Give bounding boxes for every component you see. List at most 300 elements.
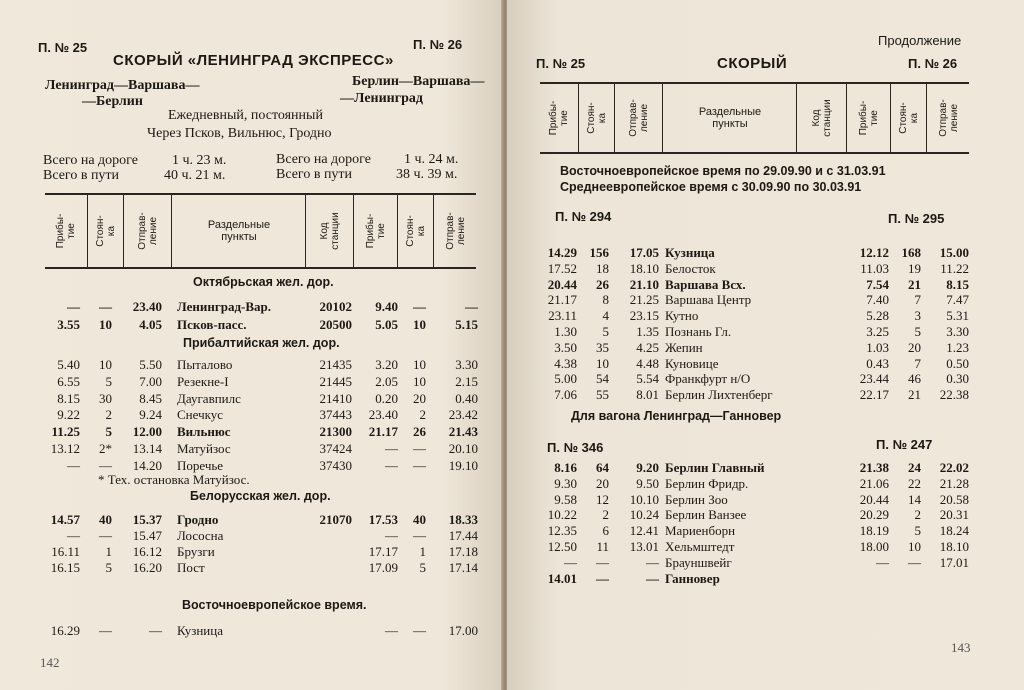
cell-station: Ганновер <box>665 570 720 586</box>
table-row <box>0 528 503 544</box>
cell-stop-back: — <box>413 623 426 638</box>
cell-station: Кузница <box>177 623 223 638</box>
cell-departure-back: 20.10 <box>448 441 478 456</box>
cell-stop-back: 20 <box>908 339 921 355</box>
page-143 <box>507 0 1024 690</box>
cell-arrival: — <box>564 554 577 570</box>
cell-station: Куновице <box>665 355 719 371</box>
cell-station: Псков-пасс. <box>177 317 247 332</box>
cell-stop: 10 <box>99 317 112 332</box>
cell-departure: 13.01 <box>629 539 659 554</box>
cell-departure-back: 2.15 <box>455 373 478 389</box>
cell-arrival-back: 20.44 <box>859 491 889 507</box>
table-row <box>507 277 1024 293</box>
cell-stop-back: 5 <box>419 560 426 575</box>
cell-stop: 1 <box>105 544 112 559</box>
cell-stop: 18 <box>596 260 609 276</box>
cell-departure: 9.24 <box>139 407 162 423</box>
cell-departure: 4.05 <box>139 317 162 332</box>
table-row <box>507 340 1024 356</box>
table-row <box>507 292 1024 308</box>
cell-arrival: 5.00 <box>554 371 577 387</box>
table-row <box>507 308 1024 324</box>
cell-stop-back: 14 <box>908 491 921 507</box>
cell-arrival-back: 3.25 <box>866 324 889 339</box>
cell-station: Снечкус <box>177 407 224 423</box>
cell-arrival-back: 1.03 <box>866 339 889 355</box>
cell-stop: 5 <box>105 373 112 389</box>
cell-departure-back: 18.33 <box>448 512 478 527</box>
cell-departure-back: 1.23 <box>946 339 969 355</box>
cell-departure-back: 18.10 <box>939 539 969 554</box>
cell-departure-back: 22.38 <box>939 387 969 403</box>
cell-arrival-back: — <box>385 457 398 473</box>
total-way-label-back: Всего в пути <box>276 167 353 182</box>
table-row <box>0 560 503 576</box>
cell-stop: — <box>596 554 609 570</box>
route-forward-2: —Берлин <box>82 94 143 109</box>
cell-stop-back: 5 <box>914 324 921 339</box>
cell-stop: 2* <box>99 441 112 456</box>
cell-arrival: 8.15 <box>57 390 80 406</box>
cell-departure-back: 11.22 <box>940 260 969 276</box>
cell-arrival-back: 21.06 <box>859 475 889 491</box>
cell-stop: 20 <box>596 475 609 491</box>
cell-stop: 40 <box>99 512 112 527</box>
cell-stop-back: 46 <box>908 371 921 387</box>
cell-stop: 4 <box>602 308 609 324</box>
cell-station: Лососна <box>177 528 224 543</box>
cell-arrival: 10.22 <box>547 507 577 523</box>
cell-departure-back: 21.43 <box>448 424 478 440</box>
wagon-note: Для вагона Ленинград—Ганновер <box>571 409 782 423</box>
cell-departure: 5.54 <box>636 371 659 387</box>
table-row <box>507 476 1024 492</box>
table-row <box>0 424 503 440</box>
total-road-label-fwd: Всего на дороге <box>43 153 138 168</box>
cell-station: Кутно <box>665 308 699 324</box>
cell-station: Поречье <box>177 457 224 473</box>
cell-arrival: — <box>67 299 80 314</box>
cell-departure-back: 22.02 <box>939 460 969 475</box>
cell-stop: 12 <box>596 491 609 507</box>
total-road-label-back: Всего на дороге <box>276 152 371 167</box>
cell-arrival: 14.57 <box>50 512 80 527</box>
header-arrival-back: Прибы- тие <box>858 100 880 136</box>
cell-departure: 23.15 <box>629 308 659 324</box>
cell-departure-back: — <box>465 299 478 314</box>
cell-departure-back: 5.15 <box>455 317 478 332</box>
header-arrival-back: Прибы- тие <box>365 213 387 249</box>
cell-stop-back: — <box>413 528 426 543</box>
table-row <box>507 523 1024 539</box>
cell-station-code: 20500 <box>319 317 352 332</box>
cell-departure-back: 19.10 <box>448 457 478 473</box>
table-row <box>0 512 503 528</box>
footnote: * Тех. остановка Матуйзос. <box>98 472 250 487</box>
cell-departure: 21.25 <box>629 292 659 308</box>
table-header <box>45 193 476 269</box>
total-road-value-back: 1 ч. 24 м. <box>404 152 459 167</box>
cell-arrival: 1.30 <box>554 324 577 339</box>
cell-station-code: 21070 <box>319 512 352 527</box>
table-row <box>507 571 1024 587</box>
table-row <box>507 555 1024 571</box>
cell-departure-back: 20.58 <box>939 491 969 507</box>
cell-arrival-back: 0.20 <box>375 390 398 406</box>
cell-arrival: 7.06 <box>554 387 577 403</box>
cell-arrival: 4.38 <box>554 355 577 371</box>
cell-arrival: 17.52 <box>547 260 577 276</box>
cell-departure-back: 0.30 <box>946 371 969 387</box>
cell-departure: 9.20 <box>636 460 659 475</box>
cell-stop-back: — <box>413 299 426 314</box>
cell-departure-back: 21.28 <box>939 475 969 491</box>
cell-station-code: 21445 <box>319 373 352 389</box>
cell-station: Пост <box>177 560 205 575</box>
cell-departure-back: 15.00 <box>939 245 969 260</box>
cell-departure: — <box>149 623 162 638</box>
table-row <box>0 407 503 423</box>
header-departure: Отправ- ление <box>628 99 650 137</box>
cell-station: Берлин Фридр. <box>665 475 749 491</box>
header-station-code: Код станции <box>319 212 341 250</box>
cell-departure: 23.40 <box>132 299 162 314</box>
cell-departure: — <box>646 570 659 586</box>
table-row <box>507 245 1024 261</box>
cell-arrival: 3.50 <box>554 339 577 355</box>
total-road-value-fwd: 1 ч. 23 м. <box>172 153 227 168</box>
cell-stop-back: 24 <box>908 460 921 475</box>
cell-departure-back: 23.42 <box>448 407 478 423</box>
header-departure-back: Отправ- ление <box>937 99 960 137</box>
cell-arrival-back: 17.17 <box>368 544 398 559</box>
page-number: 142 <box>40 655 60 670</box>
cell-arrival-back: 2.05 <box>375 373 398 389</box>
cell-departure: 8.45 <box>139 390 162 406</box>
cell-departure: 14.20 <box>132 457 162 473</box>
cell-station-code: 37430 <box>319 457 352 473</box>
cell-arrival: 16.15 <box>50 560 80 575</box>
cell-stop: 30 <box>99 390 112 406</box>
cell-station: Резекне-I <box>177 373 229 389</box>
cell-stop: 35 <box>596 339 609 355</box>
cell-departure-back: 17.18 <box>448 544 478 559</box>
section-october: Октябрьская жел. дор. <box>193 275 334 289</box>
cell-arrival: 11.25 <box>51 424 80 440</box>
table-row <box>0 391 503 407</box>
cell-departure: 13.14 <box>132 441 162 456</box>
cell-arrival-back: 5.05 <box>375 317 398 332</box>
total-way-label-fwd: Всего в пути <box>43 168 120 183</box>
header-stop-back: Стоян- ка <box>898 102 920 134</box>
cell-departure-back: 17.01 <box>939 554 969 570</box>
cell-departure-back: 17.14 <box>448 560 478 575</box>
continued-label: Продолжение <box>878 33 962 48</box>
header-arrival: Прибы- тие <box>55 213 77 249</box>
cell-arrival-back: 7.54 <box>866 276 889 292</box>
cell-departure-back: 20.31 <box>939 507 969 523</box>
cell-departure: 10.10 <box>629 491 659 507</box>
cell-stop-back: — <box>413 457 426 473</box>
cell-stop-back: 10 <box>413 317 426 332</box>
cell-arrival: — <box>67 457 80 473</box>
cell-arrival-back: — <box>385 528 398 543</box>
train-number-25: П. № 25 <box>38 40 88 55</box>
cell-departure: — <box>646 554 659 570</box>
cell-departure-back: 17.44 <box>448 528 478 543</box>
cell-station-code: 21410 <box>319 390 352 406</box>
cell-arrival-back: 0.43 <box>866 355 889 371</box>
cell-stop-back: — <box>413 441 426 456</box>
section-belarus: Белорусская жел. дор. <box>190 489 331 503</box>
cell-stop: 5 <box>105 424 112 440</box>
cell-arrival: 23.11 <box>548 308 577 324</box>
cell-departure: 4.25 <box>636 339 659 355</box>
cell-station: Пыталово <box>177 357 233 372</box>
cell-stop: — <box>99 528 112 543</box>
train-number-26: П. № 26 <box>908 56 958 71</box>
cell-station-code: 20102 <box>319 299 352 314</box>
time-note-central: Среднеевропейское время с 30.09.90 по 30.03.91 <box>560 180 862 194</box>
cell-stop-back: 22 <box>908 475 921 491</box>
cell-departure: 12.41 <box>629 523 659 539</box>
cell-stop: 5 <box>105 560 112 575</box>
cell-arrival: 14.29 <box>547 245 577 260</box>
header-departure-back: Отправ- ление <box>444 212 467 250</box>
cell-arrival-back: 3.20 <box>375 357 398 372</box>
cell-station: Берлин Ванзее <box>665 507 747 523</box>
cell-arrival-back: 21.38 <box>859 460 889 475</box>
cell-stop: — <box>596 570 609 586</box>
train-number-294: П. № 294 <box>555 209 612 224</box>
cell-arrival: 9.22 <box>57 407 80 423</box>
cell-stop-back: 21 <box>908 276 921 292</box>
route-via: Через Псков, Вильнюс, Гродно <box>147 126 332 141</box>
cell-arrival: 8.16 <box>554 460 577 475</box>
cell-arrival: 9.30 <box>554 475 577 491</box>
cell-station: Матуйзос <box>177 441 231 456</box>
header-station-code: Код станции <box>811 99 833 137</box>
cell-stop-back: 5 <box>914 523 921 539</box>
cell-arrival-back: — <box>385 623 398 638</box>
cell-arrival-back: 12.12 <box>859 245 889 260</box>
cell-stop-back: 10 <box>413 357 426 372</box>
cell-stop: 5 <box>602 324 609 339</box>
cell-arrival: 21.17 <box>547 292 577 308</box>
page-title: СКОРЫЙ «ЛЕНИНГРАД ЭКСПРЕСС» <box>113 52 394 69</box>
table-row <box>0 299 503 315</box>
cell-stop: 10 <box>99 357 112 372</box>
section-east-european-time: Восточноевропейское время. <box>182 598 367 612</box>
cell-station: Варшава Всх. <box>665 276 746 292</box>
header-stop: Стоян- ка <box>95 215 117 247</box>
cell-station: Кузница <box>665 245 715 260</box>
train-number-25: П. № 25 <box>536 56 586 71</box>
table-row <box>0 441 503 457</box>
cell-station-code: 37424 <box>319 441 352 456</box>
train-number-247: П. № 247 <box>876 437 933 452</box>
cell-arrival: 3.55 <box>57 317 80 332</box>
cell-station-code: 21435 <box>319 357 352 372</box>
table-row <box>507 261 1024 277</box>
cell-station: Хельмштедт <box>665 539 735 554</box>
table-row <box>0 458 503 474</box>
cell-arrival: 12.35 <box>547 523 577 539</box>
cell-arrival: 5.40 <box>57 357 80 372</box>
cell-station-code: 21300 <box>319 424 352 440</box>
cell-stop: 55 <box>596 387 609 403</box>
cell-stop-back: 40 <box>413 512 426 527</box>
cell-arrival-back: 9.40 <box>375 299 398 314</box>
cell-stop: 156 <box>589 245 609 260</box>
table-row <box>507 539 1024 555</box>
cell-arrival-back: 5.28 <box>866 308 889 324</box>
cell-departure-back: 17.00 <box>448 623 478 638</box>
cell-departure: 8.01 <box>636 387 659 403</box>
cell-station: Гродно <box>177 512 219 527</box>
cell-stop-back: 10 <box>908 539 921 554</box>
train-number-26: П. № 26 <box>413 37 463 52</box>
cell-departure: 16.20 <box>132 560 162 575</box>
cell-arrival-back: 21.17 <box>368 424 398 440</box>
header-departure: Отправ- ление <box>137 212 159 250</box>
cell-stop-back: 21 <box>908 387 921 403</box>
cell-departure-back: 8.15 <box>946 276 969 292</box>
cell-departure: 17.05 <box>629 245 659 260</box>
cell-stop: 2 <box>105 407 112 423</box>
cell-station: Познань Гл. <box>665 324 732 339</box>
header-points: Раздельные пункты <box>698 106 762 130</box>
cell-stop: 11 <box>596 539 609 554</box>
cell-arrival-back: 23.40 <box>368 407 398 423</box>
table-row <box>507 492 1024 508</box>
cell-arrival: 9.58 <box>554 491 577 507</box>
table-row <box>507 460 1024 476</box>
cell-stop: 54 <box>596 371 609 387</box>
cell-departure: 15.37 <box>132 512 162 527</box>
cell-stop-back: 1 <box>419 544 426 559</box>
cell-station: Вильнюс <box>177 424 231 440</box>
total-way-value-back: 38 ч. 39 м. <box>396 167 458 182</box>
table-row <box>507 371 1024 387</box>
cell-arrival-back: 18.19 <box>859 523 889 539</box>
cell-station: Берлин Лихтенберг <box>665 387 773 403</box>
cell-departure: 5.50 <box>139 357 162 372</box>
cell-departure: 16.12 <box>132 544 162 559</box>
cell-stop: — <box>99 623 112 638</box>
header-stop: Стоян- ка <box>586 102 608 134</box>
cell-arrival-back: 18.00 <box>859 539 889 554</box>
table-row <box>0 317 503 333</box>
cell-stop: 26 <box>596 276 609 292</box>
table-row <box>507 324 1024 340</box>
cell-arrival: 14.01 <box>547 570 577 586</box>
cell-stop-back: 168 <box>901 245 921 260</box>
cell-stop: 10 <box>596 355 609 371</box>
cell-departure-back: 0.40 <box>455 390 478 406</box>
cell-stop-back: 2 <box>914 507 921 523</box>
cell-arrival-back: 7.40 <box>866 292 889 308</box>
cell-departure: 4.48 <box>636 355 659 371</box>
cell-stop-back: 2 <box>419 407 426 423</box>
cell-departure: 15.47 <box>132 528 162 543</box>
train-number-346: П. № 346 <box>547 440 604 455</box>
cell-stop: 64 <box>596 460 609 475</box>
cell-departure-back: 18.24 <box>939 523 969 539</box>
route-forward-1: Ленинград—Варшава— <box>45 78 200 93</box>
cell-arrival: 20.44 <box>547 276 577 292</box>
table-row <box>507 387 1024 403</box>
route-back-2: —Ленинград <box>340 91 423 106</box>
route-back-1: Берлин—Варшава— <box>352 74 485 89</box>
cell-departure-back: 3.30 <box>455 357 478 372</box>
cell-station: Брауншвейг <box>665 554 732 570</box>
table-row <box>0 357 503 373</box>
cell-station: Жепин <box>665 339 703 355</box>
cell-stop: 6 <box>602 523 609 539</box>
schedule-type: Ежедневный, постоянный <box>168 108 323 123</box>
section-baltic: Прибалтийская жел. дор. <box>183 336 340 350</box>
cell-station: Берлин Зоо <box>665 491 728 507</box>
cell-stop-back: 7 <box>914 355 921 371</box>
cell-station: Берлин Главный <box>665 460 765 475</box>
cell-departure: 21.10 <box>629 276 659 292</box>
cell-arrival: 12.50 <box>547 539 577 554</box>
cell-departure: 7.00 <box>139 373 162 389</box>
cell-departure-back: 0.50 <box>946 355 969 371</box>
page-number: 143 <box>951 640 971 655</box>
cell-station: Франкфурт н/О <box>665 371 751 387</box>
cell-stop: 2 <box>602 507 609 523</box>
header-arrival: Прибы- тие <box>548 100 570 136</box>
cell-station: Брузги <box>177 544 215 559</box>
cell-arrival-back: 11.03 <box>860 260 889 276</box>
cell-stop: — <box>99 457 112 473</box>
total-way-value-fwd: 40 ч. 21 м. <box>164 168 226 183</box>
cell-departure-back: 7.47 <box>946 292 969 308</box>
cell-stop: — <box>99 299 112 314</box>
cell-arrival-back: — <box>876 554 889 570</box>
cell-stop-back: 19 <box>908 260 921 276</box>
table-header <box>540 82 969 154</box>
cell-arrival-back: — <box>385 441 398 456</box>
cell-arrival-back: 17.53 <box>368 512 398 527</box>
cell-arrival: 13.12 <box>50 441 80 456</box>
cell-stop-back: 7 <box>914 292 921 308</box>
cell-stop-back: — <box>908 554 921 570</box>
page-142 <box>0 0 503 690</box>
cell-arrival-back: 22.17 <box>859 387 889 403</box>
cell-stop-back: 10 <box>413 373 426 389</box>
cell-departure: 18.10 <box>629 260 659 276</box>
cell-stop-back: 26 <box>413 424 426 440</box>
cell-station: Даугавпилс <box>177 390 241 406</box>
cell-departure: 9.50 <box>636 475 659 491</box>
table-row <box>0 544 503 560</box>
cell-stop: 8 <box>602 292 609 308</box>
page-title: СКОРЫЙ <box>717 55 788 72</box>
cell-arrival-back: 20.29 <box>859 507 889 523</box>
cell-arrival-back: 23.44 <box>859 371 889 387</box>
cell-departure-back: 3.30 <box>946 324 969 339</box>
cell-arrival-back: 17.09 <box>368 560 398 575</box>
cell-arrival: 16.29 <box>50 623 80 638</box>
table-row <box>0 623 503 639</box>
cell-arrival: — <box>67 528 80 543</box>
cell-stop-back: 3 <box>914 308 921 324</box>
time-note-east: Восточноевропейское время по 29.09.90 и с 31.03.91 <box>560 164 886 178</box>
